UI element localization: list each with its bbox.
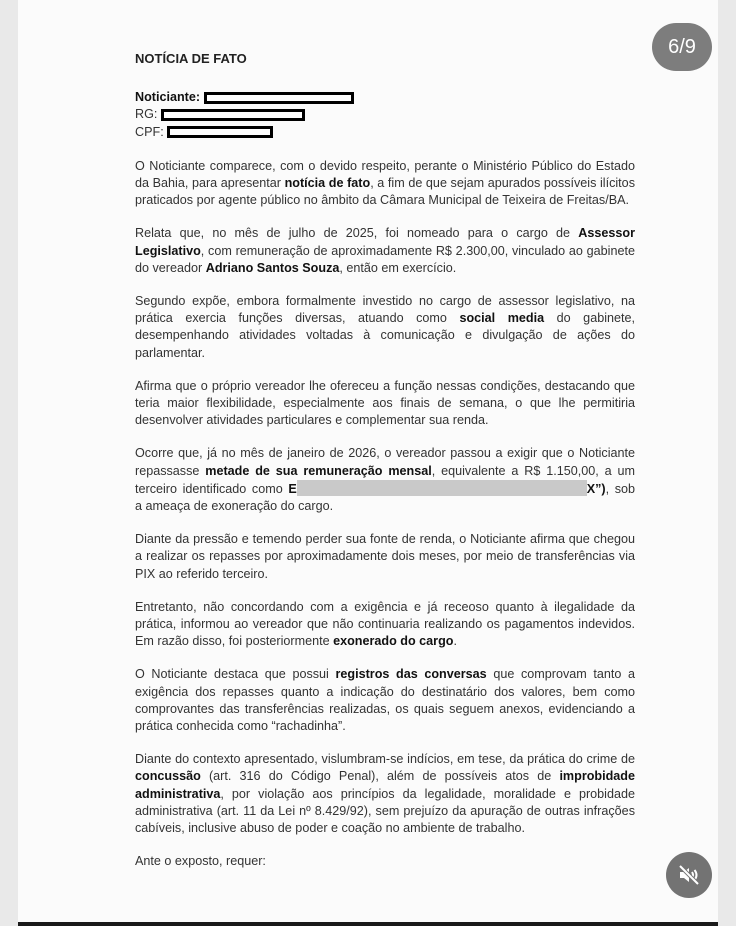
noticiante-field	[135, 89, 635, 106]
cpf-redaction	[167, 126, 273, 138]
cpf-field	[135, 124, 635, 141]
page-indicator-badge: 6/9	[652, 23, 712, 71]
document-page	[18, 0, 718, 922]
document-title: NOTÍCIA DE FATO	[135, 51, 247, 66]
paragraph-3: Segundo expõe, embora formalmente investido no cargo de assessor legislativo, na prática exercia funções diversas, atuando como social media do gabinete, desempenhando atividades voltadas à comunicação e divulgação de ações do parlamentar.	[135, 293, 636, 360]
page-bottom-border	[18, 922, 718, 926]
gray-redaction	[297, 480, 587, 496]
document-body	[135, 50, 635, 870]
paragraph-8: O Noticiante destaca que possui registros das conversas que comprovam tanto a exigência dos repasses quanto a indicação do destinatário dos valores, bem como comprovantes das transferências realizadas, os quais seguem anexos, evidenciando a prática conhecida como “rachadinha”.	[135, 667, 636, 734]
paragraph-1: O Noticiante comparece, com o devido respeito, perante o Ministério Público do Estado da Bahia, para apresentar notícia de fato, a fim de que sejam apurados possíveis ilícitos praticados por agente público no âmbito da Câmara Municipal de Teixeira de Freitas/BA.	[135, 158, 635, 208]
paragraph-4: Afirma que o próprio vereador lhe ofereceu a função nessas condições, destacando que teria maior flexibilidade, especialmente aos finais de semana, o que lhe permitiria desenvolver atividades particulares e complementar sua renda.	[135, 378, 635, 428]
speaker-muted-icon	[677, 863, 701, 887]
paragraph-7: Entretanto, não concordando com a exigência e já receoso quanto à ilegalidade da prática, informou ao vereador que não continuaria realizando os pagamentos indevidos. Em razão disso, foi posteriormente exonerado do cargo.	[135, 599, 635, 649]
noticiante-label: Noticiante:	[135, 90, 201, 105]
paragraph-5: Ocorre que, já no mês de janeiro de 2026, o vereador passou a exigir que o Noticiante repassasse metade de sua remuneração mensal, equivalente a R$ 1.150,00, a um terceiro identificado como E X”), sob a ameaça de exoneração do cargo.	[135, 446, 636, 514]
noticiante-redaction	[204, 92, 354, 104]
rg-label: RG:	[135, 107, 158, 122]
cpf-label: CPF:	[135, 124, 164, 139]
paragraph-2: Relata que, no mês de julho de 2025, foi nomeado para o cargo de Assessor Legislativo, com remuneração de aproximadamente R$ 2.300,00, vinculado ao gabinete do vereador Adriano Santos Souza, então em exercício.	[135, 226, 635, 275]
mute-button[interactable]	[666, 852, 712, 898]
rg-field	[135, 106, 635, 123]
paragraph-9: Diante do contexto apresentado, vislumbram-se indícios, em tese, da prática do crime de concussão (art. 316 do Código Penal), além de possíveis atos de improbidade administrativa, por violação aos princípios da legalidade, moralidade e probidade administrativa (art. 11 da Lei nº 8.429/92), sem prejuízo da apuração de outras infrações cabíveis, inclusive abuso de poder e coação no ambiente de trabalho.	[135, 752, 636, 836]
rg-redaction	[161, 109, 305, 121]
paragraph-10: Ante o exposto, requer:	[135, 854, 266, 869]
paragraph-6: Diante da pressão e temendo perder sua fonte de renda, o Noticiante afirma que chegou a realizar os repasses por aproximadamente dois meses, por meio de transferências via PIX ao referido terceiro.	[135, 532, 635, 581]
